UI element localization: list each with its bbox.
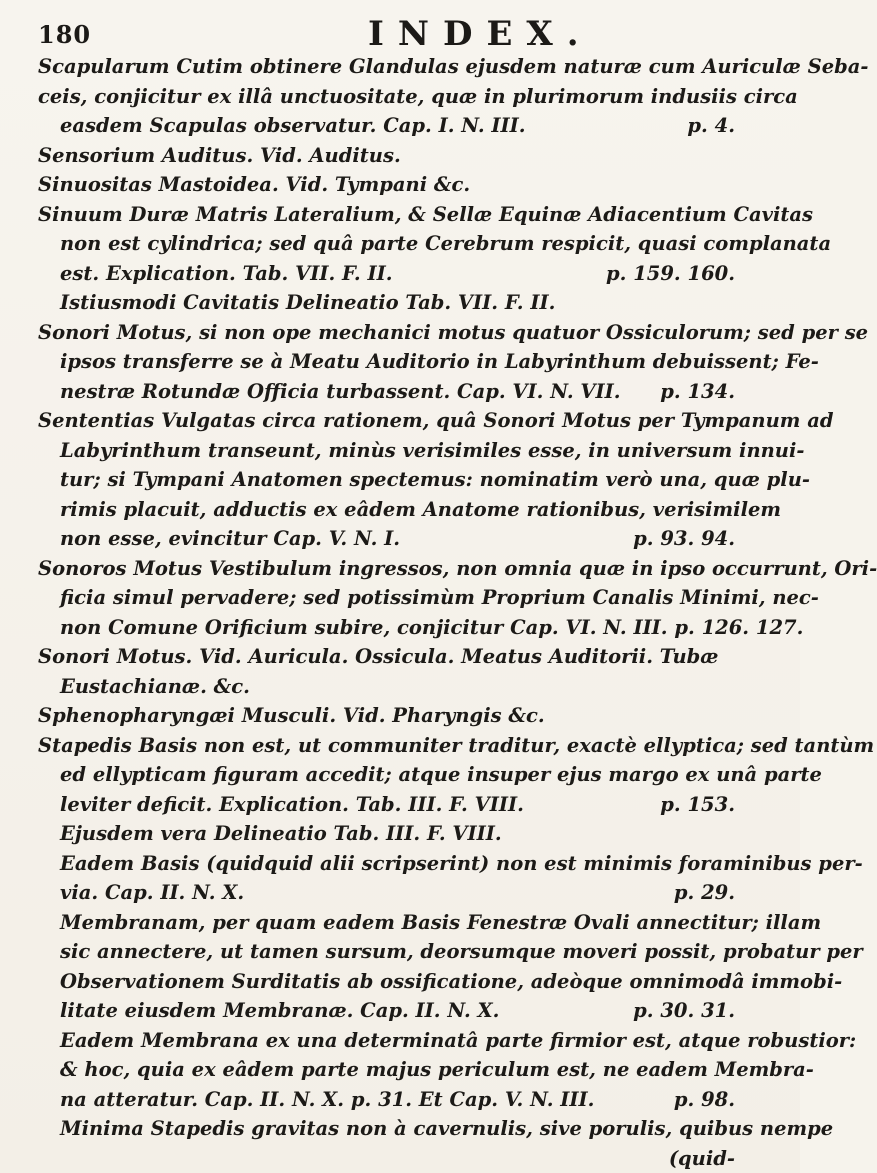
index-line-text: Sententias Vulgatas circa rationem, quâ Sonori Motus per Tympanum ad: [38, 409, 834, 432]
index-line: [38, 111, 773, 141]
index-line-text: Sonoros Motus Vestibulum ingressos, non omnia quæ in ipso occurrunt, Ori-: [38, 556, 877, 580]
index-line-text: Scapularum Cutim obtinere Glandulas ejusdem naturæ cum Auriculæ Seba-: [38, 55, 869, 78]
index-line-text: Observationem Surditatis ab ossificatione, adeòque omnimodâ immobi-: [60, 969, 843, 993]
index-line: [38, 170, 773, 200]
index-line-text: Stapedis Basis non est, ut communiter traditur, exactè ellyptica; sed tantùm: [38, 733, 875, 757]
index-line: [38, 465, 810, 495]
index-line-text: Labyrinthum transeunt, minùs verisimiles esse, in universum innui-: [60, 438, 805, 462]
page-header: [38, 14, 768, 54]
index-line: [38, 790, 773, 820]
index-line: [38, 701, 773, 731]
index-line-text: leviter deficit. Explication. Tab. III. F. VIII.: [60, 792, 524, 816]
index-line: [38, 583, 819, 613]
index-line-text: ed ellypticam figuram accedit; atque insuper ejus margo ex unâ parte: [60, 763, 822, 786]
index-line-text: nestræ Rotundæ Officia turbassent. Cap. VI. N. VII.: [60, 379, 621, 403]
index-line-text: non Comune Orificium subire, conjicitur Cap. VI. N. III. p. 126. 127.: [60, 615, 804, 639]
index-line: [38, 1114, 834, 1144]
index-entries: [38, 52, 877, 1173]
index-line: [38, 52, 869, 82]
index-line-text: Sphenopharyngæi Musculi. Vid. Pharyngis &c.: [38, 704, 545, 727]
index-line: [38, 996, 773, 1026]
index-line-text: easdem Scapulas observatur. Cap. I. N. III.: [60, 114, 526, 137]
page-reference: p. 98.: [673, 1087, 735, 1111]
index-line-text: litate eiusdem Membranæ. Cap. II. N. X.: [60, 999, 500, 1022]
index-line-text: Membranam, per quam eadem Basis Fenestræ Ovali annectitur; illam: [60, 910, 822, 934]
index-line: [38, 554, 877, 584]
index-line-text: Eadem Membrana ex una determinatâ parte firmior est, atque robustior:: [60, 1028, 857, 1052]
index-line-text: Minima Stapedis gravitas non à cavernulis, sive porulis, quibus nempe: [60, 1117, 834, 1140]
page-reference: p. 30. 31.: [633, 999, 735, 1022]
index-line-text: Eustachianæ. &c.: [60, 674, 250, 698]
index-line-text: Istiusmodi Cavitatis Delineatio Tab. VII. F. II.: [60, 291, 556, 314]
index-line: [38, 229, 832, 259]
index-line: [38, 731, 875, 761]
index-line: [38, 760, 822, 790]
index-line: [38, 406, 834, 436]
index-line: [38, 819, 773, 849]
index-line: [38, 672, 773, 702]
index-line: [38, 141, 773, 171]
index-line-text: est. Explication. Tab. VII. F. II.: [60, 261, 393, 285]
index-line-text: via. Cap. II. N. X.: [60, 881, 245, 904]
page-reference: p. 93. 94.: [633, 527, 735, 550]
index-line-text: rimis placuit, adductis ex eâdem Anatome rationibus, verisimilem: [60, 497, 782, 521]
index-line: [38, 967, 843, 997]
index-line: [38, 1144, 773, 1173]
index-line: [38, 377, 773, 407]
index-line-text: na atteratur. Cap. II. N. X. p. 31. Et Cap. V. N. III.: [60, 1087, 595, 1111]
index-line-text: Eadem Basis (quidquid alii scripserint) non est minimis foraminibus per-: [60, 851, 863, 875]
index-line-text: ipsos transferre se à Meatu Auditorio in Labyrinthum debuissent; Fe-: [60, 350, 819, 373]
page-reference: p. 134.: [660, 379, 735, 403]
index-line: [38, 200, 813, 230]
page-number: 180: [38, 20, 92, 49]
index-line-text: Sinuositas Mastoidea. Vid. Tympani &c.: [38, 173, 471, 196]
index-line: [38, 347, 819, 377]
index-line-text: Sonori Motus. Vid. Auricula. Ossicula. Meatus Auditorii. Tubæ: [38, 645, 719, 668]
index-line-text: Sensorium Auditus. Vid. Auditus.: [38, 143, 401, 167]
page-reference: p. 153.: [660, 792, 735, 816]
index-line-text: sic annectere, ut tamen sursum, deorsumque moveri possit, probatur per: [60, 940, 863, 963]
index-line-text: & hoc, quia ex eâdem parte majus periculum est, ne eadem Membra-: [60, 1058, 814, 1081]
running-title: INDEX.: [368, 14, 593, 54]
index-line: [38, 1026, 857, 1056]
index-line: [38, 82, 798, 112]
index-line-text: non esse, evincitur Cap. V. N. I.: [60, 527, 401, 550]
index-line: [38, 288, 773, 318]
index-line-text: Ejusdem vera Delineatio Tab. III. F. VIII.: [60, 822, 502, 845]
index-line: [38, 524, 773, 554]
index-line: [38, 1085, 773, 1115]
index-line-text: (quid-: [668, 1146, 735, 1170]
index-line: [38, 642, 773, 672]
index-line: [38, 613, 804, 643]
index-line-text: tur; si Tympani Anatomen spectemus: nominatim verò una, quæ plu-: [60, 468, 810, 491]
index-line-text: non est cylindrica; sed quâ parte Cerebrum respicit, quasi complanata: [60, 232, 832, 255]
index-line: [38, 495, 782, 525]
index-line-text: ceis, conjicitur ex illâ unctuositate, quæ in plurimorum indusiis circa: [38, 84, 798, 108]
page-reference: p. 4.: [687, 114, 735, 137]
index-line: [38, 1055, 814, 1085]
index-line: [38, 849, 863, 879]
page-reference: p. 29.: [673, 881, 735, 904]
index-line: [38, 937, 863, 967]
index-line: [38, 878, 773, 908]
index-line: [38, 318, 869, 348]
index-line-text: Sinuum Duræ Matris Lateralium, & Sellæ Equinæ Adiacentium Cavitas: [38, 202, 813, 226]
index-line: [38, 908, 822, 938]
index-line: [38, 436, 805, 466]
index-line-text: Sonori Motus, si non ope mechanici motus quatuor Ossiculorum; sed per se: [38, 320, 869, 344]
index-line-text: ficia simul pervadere; sed potissimùm Proprium Canalis Minimi, nec-: [60, 586, 819, 609]
index-line: [38, 259, 773, 289]
page-reference: p. 159. 160.: [606, 261, 735, 285]
